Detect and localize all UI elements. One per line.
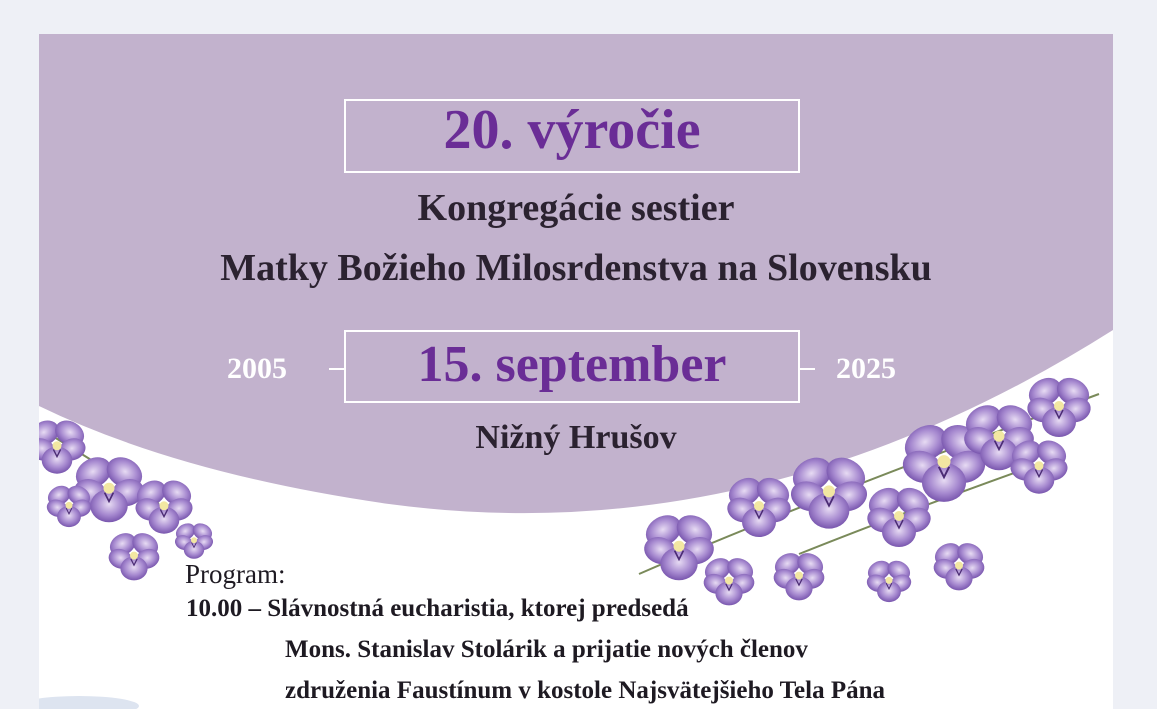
event-date: 15. september xyxy=(417,336,727,393)
event-place: Nižný Hrušov xyxy=(475,419,677,456)
anniversary-title: 20. výročie xyxy=(443,99,701,161)
program-heading: Program: xyxy=(185,559,286,589)
year-end: 2025 xyxy=(836,352,896,385)
congregation-title-line1: Kongregácie sestier xyxy=(417,187,735,229)
year-start: 2005 xyxy=(227,352,287,385)
program-item-line2: Mons. Stanislav Stolárik a prijatie nových členov xyxy=(285,636,808,663)
congregation-title-line2: Matky Božieho Milosrdenstva na Slovensku xyxy=(220,247,932,289)
program-item-line3: združenia Faustínum v kostole Najsvätejšieho Tela Pána xyxy=(285,677,886,704)
poster xyxy=(39,34,1113,709)
program-item-time-line: 10.00 – Slávnostná eucharistia, ktorej predsedá xyxy=(186,595,689,622)
